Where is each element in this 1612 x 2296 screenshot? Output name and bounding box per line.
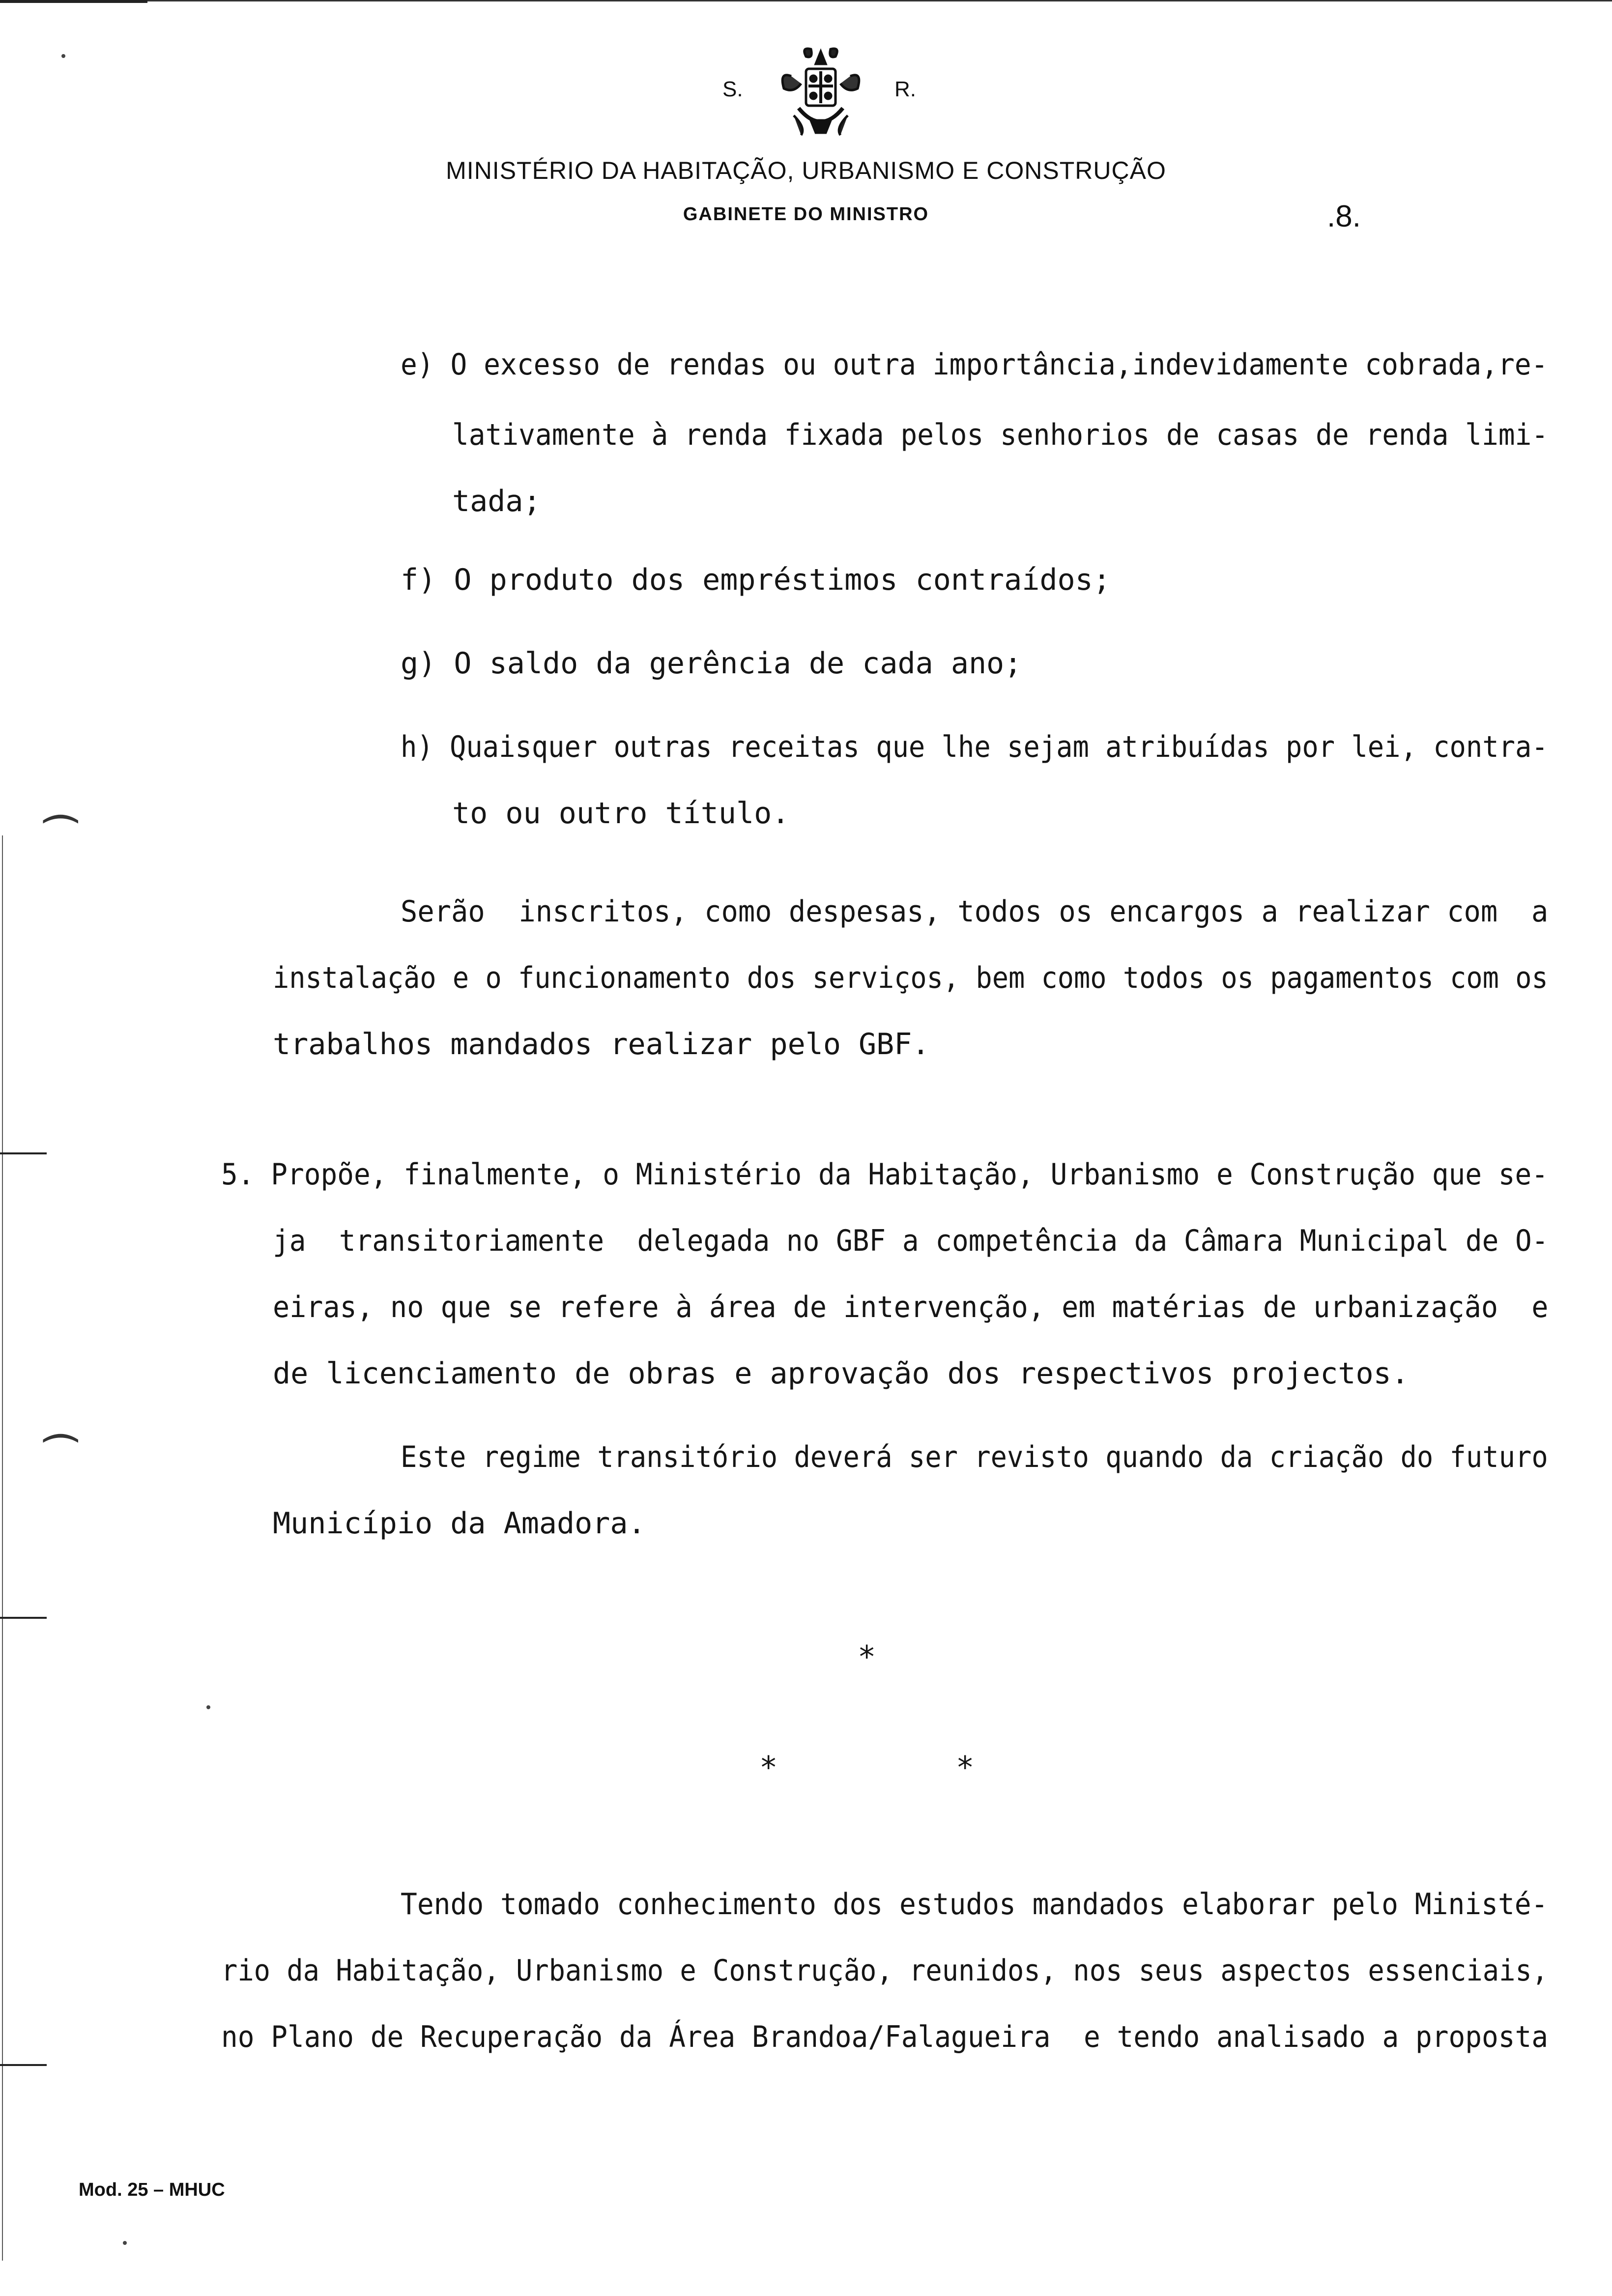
scan-edge-mark [0, 2064, 47, 2066]
section5-line-2: ja transitoriamente delegada no GBF a competência da Câmara Municipal de O- [273, 1224, 1549, 1258]
scan-top-border-thick [0, 0, 147, 3]
form-code: Mod. 25 – MHUC [79, 2180, 225, 2200]
section5-line-4: de licenciamento de obras e aprovação dos respectivos projectos. [273, 1356, 1409, 1391]
despesas-line-3: trabalhos mandados realizar pelo GBF. [273, 1027, 930, 1062]
item-e-line-1: e) O excesso de rendas ou outra importância,indevidamente cobrada,re- [401, 347, 1548, 382]
scan-smudge: ( [39, 1430, 85, 1446]
scan-speck [61, 54, 65, 58]
section5-line-1: 5. Propõe, finalmente, o Ministério da Habitação, Urbanismo e Construção que se- [221, 1157, 1548, 1192]
scan-speck [123, 2241, 127, 2245]
scan-top-border [0, 0, 1612, 1]
item-e-line-3: tada; [452, 484, 541, 518]
cabinet-name: GABINETE DO MINISTRO [683, 204, 929, 225]
item-h-line-1: h) Quaisquer outras receitas que lhe sejam atribuídas por lei, contra- [401, 730, 1548, 764]
despesas-line-2: instalação e o funcionamento dos serviços, bem como todos os pagamentos com os [273, 961, 1548, 995]
scan-left-edge [2, 835, 3, 2261]
regime-line-2: Município da Amadora. [273, 1506, 646, 1541]
scan-edge-mark [0, 1617, 47, 1619]
scan-edge-mark [0, 1152, 47, 1154]
item-e-line-2: lativamente à renda fixada pelos senhorios de casas de renda limi- [452, 418, 1549, 452]
item-h-line-2: to ou outro título. [452, 796, 790, 831]
page-number: .8. [1327, 200, 1361, 233]
separator-asterisk: * [956, 1750, 975, 1785]
separator-asterisk: * [858, 1639, 876, 1675]
letterhead-emblem-row [718, 42, 924, 145]
scan-smudge: ( [39, 811, 85, 827]
despesas-line-1: Serão inscritos, como despesas, todos os encargos a realizar com a [401, 894, 1549, 929]
separator-asterisk: * [759, 1750, 778, 1785]
coat-of-arms-icon [772, 42, 870, 140]
emblem-letter-s: S. [722, 77, 743, 101]
item-g-line-1: g) O saldo da gerência de cada ano; [401, 646, 1022, 681]
final-line-2: rio da Habitação, Urbanismo e Construção, reunidos, nos seus aspectos essenciais, [221, 1953, 1549, 1988]
final-line-1: Tendo tomado conhecimento dos estudos mandados elaborar pelo Ministé- [401, 1887, 1548, 1922]
emblem-letter-r: R. [894, 77, 916, 101]
scan-speck [206, 1705, 210, 1709]
ministry-name: MINISTÉRIO DA HABITAÇÃO, URBANISMO E CONSTRUÇÃO [446, 157, 1166, 184]
final-line-3: no Plano de Recuperação da Área Brandoa/Falagueira e tendo analisado a proposta [221, 2020, 1548, 2054]
regime-line-1: Este regime transitório deverá ser revisto quando da criação do futuro [401, 1440, 1548, 1474]
item-f-line-1: f) O produto dos empréstimos contraídos; [401, 563, 1111, 597]
section5-line-3: eiras, no que se refere à área de intervenção, em matérias de urbanização e [273, 1290, 1549, 1324]
